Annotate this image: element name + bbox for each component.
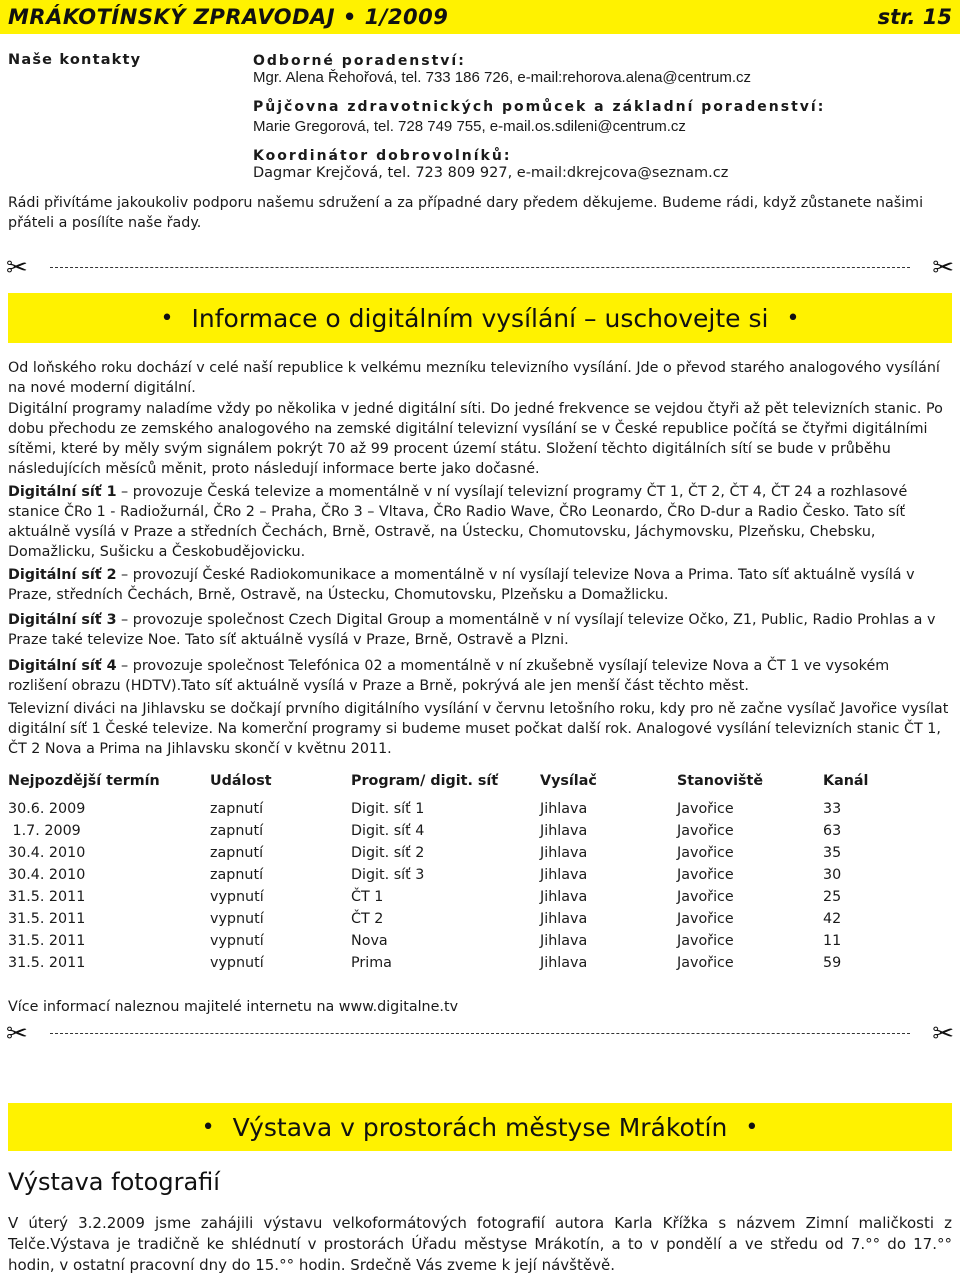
table-cell: Javořice (677, 801, 734, 817)
cut-line (6, 255, 954, 281)
table-cell: Javořice (677, 933, 734, 949)
table-cell: 30.4. 2010 (8, 867, 86, 883)
network-4-text: – provozuje společnost Telefónica 02 a momentálně v ní zkušebně vysílají televize Nova a ČT 1 ve vysokém rozlišení obrazu (HDTV).Tato síť aktuálně vysílá v Praze a Brně, pokrývá ale jen menší část těchto měst. (8, 658, 890, 694)
scissors-icon: ✂ (6, 253, 28, 283)
table-cell: Jihlava (540, 955, 588, 971)
table-header-row (8, 773, 952, 795)
table-cell: ČT 2 (351, 911, 384, 927)
table-cell: 30 (823, 867, 842, 883)
scissors-icon: ✂ (932, 253, 954, 283)
network-3-paragraph (8, 610, 952, 650)
page-number: str. 15 (877, 5, 952, 29)
table-cell: Javořice (677, 823, 734, 839)
network-4-label: Digitální síť 4 (8, 658, 117, 674)
table-cell: 63 (823, 823, 842, 839)
network-3-label: Digitální síť 3 (8, 612, 117, 628)
table-row (8, 845, 952, 867)
network-4-paragraph (8, 656, 952, 696)
exhibition-banner-title: Výstava v prostorách městyse Mrákotín (232, 1112, 728, 1142)
table-cell: Javořice (677, 867, 734, 883)
table-cell: Jihlava (540, 845, 588, 861)
table-cell: Javořice (677, 845, 734, 861)
digital-networks-overview: Digitální programy naladíme vždy po několika v jedné digitální síti. Do jedné frekvence se vejdou čtyři až pět televizních stanic. Po dobu přechodu ze zemského analogového na zemské digitální televizní vysílání se v České republice počítá se čtyřmi digitálními sítěmi, které by měly svým signálem pokrýt 70 až 99 procent území státu. Složení těchto digitálních sítí se bude v průběhu následujících měsíců měnit, proto následují informace berte jako dočasné. (8, 401, 943, 477)
page-header (0, 0, 960, 34)
network-1-text: – provozuje Česká televize a momentálně v ní vysílají televizní programy ČT 1, ČT 2, ČT 4, ČT 24 a rozhlasové stanice ČRo 1 - Radiožurnál, ČRo 2 – Praha, ČRo 3 – Vltava, ČRo Radio Wave, ČRo Leonardo, ČRo D-dur a Radio Česko. Tato síť aktuálně vysílá v Praze a středních Čechách, Brně, Ostravě, na Ústecku, Chomutovsku, Jáchymovsku, Plzeňsku, Chebsku, Domažlicku, Sušicku a Českobudějovicku. (8, 484, 908, 560)
table-cell: zapnutí (210, 867, 264, 883)
digital-banner-title: Informace o digitálním vysílání – uschovejte si (191, 303, 769, 333)
table-cell: Javořice (677, 955, 734, 971)
table-cell: 42 (823, 911, 842, 927)
table-cell: zapnutí (210, 801, 264, 817)
table-row (8, 867, 952, 889)
table-cell: 31.5. 2011 (8, 889, 86, 905)
table-cell: 31.5. 2011 (8, 911, 86, 927)
bullet-icon: • (201, 1114, 215, 1140)
bullet-icon: • (745, 1114, 759, 1140)
table-row (8, 933, 952, 955)
table-row (8, 823, 952, 845)
dashed-divider (50, 1033, 910, 1034)
table-cell: Jihlava (540, 801, 588, 817)
network-3-text: – provozuje společnost Czech Digital Group a momentálně v ní vysílají televize Očko, Z1, Public, Radio Prohlas a v Praze také televize Noe. Tato síť aktuálně vysílá v Praze, Brně, Ostravě a Plzni. (8, 612, 936, 648)
contact-title-rental: Půjčovna zdravotnických pomůcek a základní poradenství: (253, 99, 826, 115)
table-cell: Digit. síť 4 (351, 823, 425, 839)
table-cell: Nova (351, 933, 388, 949)
table-cell: ČT 1 (351, 889, 384, 905)
table-row (8, 955, 952, 977)
newsletter-title: MRÁKOTÍNSKÝ ZPRAVODAJ • 1/2009 (8, 5, 449, 29)
network-2-label: Digitální síť 2 (8, 567, 117, 583)
table-cell: Javořice (677, 889, 734, 905)
table-cell: Jihlava (540, 889, 588, 905)
exhibition-banner (8, 1103, 952, 1151)
dashed-divider (50, 267, 910, 268)
table-cell: Jihlava (540, 823, 588, 839)
table-cell: Jihlava (540, 867, 588, 883)
table-header: Událost (210, 773, 272, 789)
table-cell: 31.5. 2011 (8, 955, 86, 971)
contact-line-counseling: Mgr. Alena Řehořová, tel. 733 186 726, e-mail:rehorova.alena@centrum.cz (253, 69, 752, 86)
table-cell: Jihlava (540, 933, 588, 949)
table-cell: Jihlava (540, 911, 588, 927)
cut-line (6, 1021, 954, 1047)
table-cell: 11 (823, 933, 842, 949)
table-cell: 1.7. 2009 (8, 823, 81, 839)
table-header: Program/ digit. síť (351, 773, 499, 789)
network-2-paragraph (8, 565, 952, 605)
table-cell: Digit. síť 2 (351, 845, 425, 861)
table-header: Kanál (823, 773, 869, 789)
network-1-label: Digitální síť 1 (8, 484, 117, 500)
bullet-icon: • (160, 305, 174, 331)
bullet-icon: • (786, 305, 800, 331)
network-2-text: – provozují České Radiokomunikace a momentálně v ní vysílají televize Nova a Prima. Tato síť aktuálně vysílá v Praze, středních Čechách, Brně, Ostravě, na Ústecku, Chomutovsku, Plzeňsku a Domažlicku. (8, 567, 915, 603)
digital-banner (8, 293, 952, 343)
table-row (8, 911, 952, 933)
table-cell: 33 (823, 801, 842, 817)
table-cell: 35 (823, 845, 842, 861)
table-cell: 25 (823, 889, 842, 905)
digital-intro: Od loňského roku dochází v celé naší republice k velkému mezníku televizního vysílání. Jde o převod starého analogového vysílání na nové moderní digitální. (8, 360, 940, 396)
table-row (8, 889, 952, 911)
table-cell: Digit. síť 3 (351, 867, 425, 883)
contacts-label: Naše kontakty (8, 52, 142, 68)
exhibition-title: Výstava fotografií (8, 1168, 220, 1196)
table-cell: Javořice (677, 911, 734, 927)
jihlava-paragraph: Televizní diváci na Jihlavsku se dočkají prvního digitálního vysílání v červnu letošního roku, kdy pro ně začne vysílač Javořice vysílat digitální síť 1 České televize. Na komerční programy si budeme muset počkat další rok. Analogové vysílání televizních stanic ČT 1, ČT 2 Nova a Prima na Jihlavsku skončí v květnu 2011. (8, 701, 949, 757)
table-cell: vypnutí (210, 911, 264, 927)
more-info-text: Více informací naleznou majitelé internetu na www.digitalne.tv (8, 999, 459, 1015)
table-cell: zapnutí (210, 823, 264, 839)
welcome-text: Rádi přivítáme jakoukoliv podporu našemu sdružení a za případné dary předem děkujeme. Budeme rádi, když zůstanete našimi přáteli a posílíte naše řady. (8, 195, 924, 231)
table-cell: 59 (823, 955, 842, 971)
contact-title-counseling: Odborné poradenství: (253, 53, 466, 69)
table-cell: vypnutí (210, 955, 264, 971)
scissors-icon: ✂ (932, 1019, 954, 1049)
table-cell: vypnutí (210, 889, 264, 905)
contact-line-rental: Marie Gregorová, tel. 728 749 755, e-mail.os.sdileni@centrum.cz (253, 118, 686, 135)
table-header: Stanoviště (677, 773, 764, 789)
contact-title-volunteers: Koordinátor dobrovolníků: (253, 148, 512, 164)
table-cell: Digit. síť 1 (351, 801, 425, 817)
table-header: Vysílač (540, 773, 597, 789)
contact-line-volunteers: Dagmar Krejčová, tel. 723 809 927, e-mail:dkrejcova@seznam.cz (253, 165, 729, 181)
network-1-paragraph (8, 482, 952, 562)
table-cell: zapnutí (210, 845, 264, 861)
table-cell: 31.5. 2011 (8, 933, 86, 949)
table-cell: vypnutí (210, 933, 264, 949)
table-cell: Prima (351, 955, 392, 971)
exhibition-text: V úterý 3.2.2009 jsme zahájili výstavu velkoformátových fotografií autora Karla Křížka s názvem Zimní maličkosti z Telče.Výstava je tradičně ke shlédnutí v prostorách Úřadu městyse Mrákotín, a to v pondělí a ve středu od 7.°° do 17.°° hodin, v ostatní pracovní dny do 15.°° hodin. Srdečně Vás zveme k její návštěvě. (8, 1214, 952, 1274)
table-header: Nejpozdější termín (8, 773, 160, 789)
table-cell: 30.4. 2010 (8, 845, 86, 861)
table-row (8, 801, 952, 823)
table-cell: 30.6. 2009 (8, 801, 86, 817)
scissors-icon: ✂ (6, 1019, 28, 1049)
